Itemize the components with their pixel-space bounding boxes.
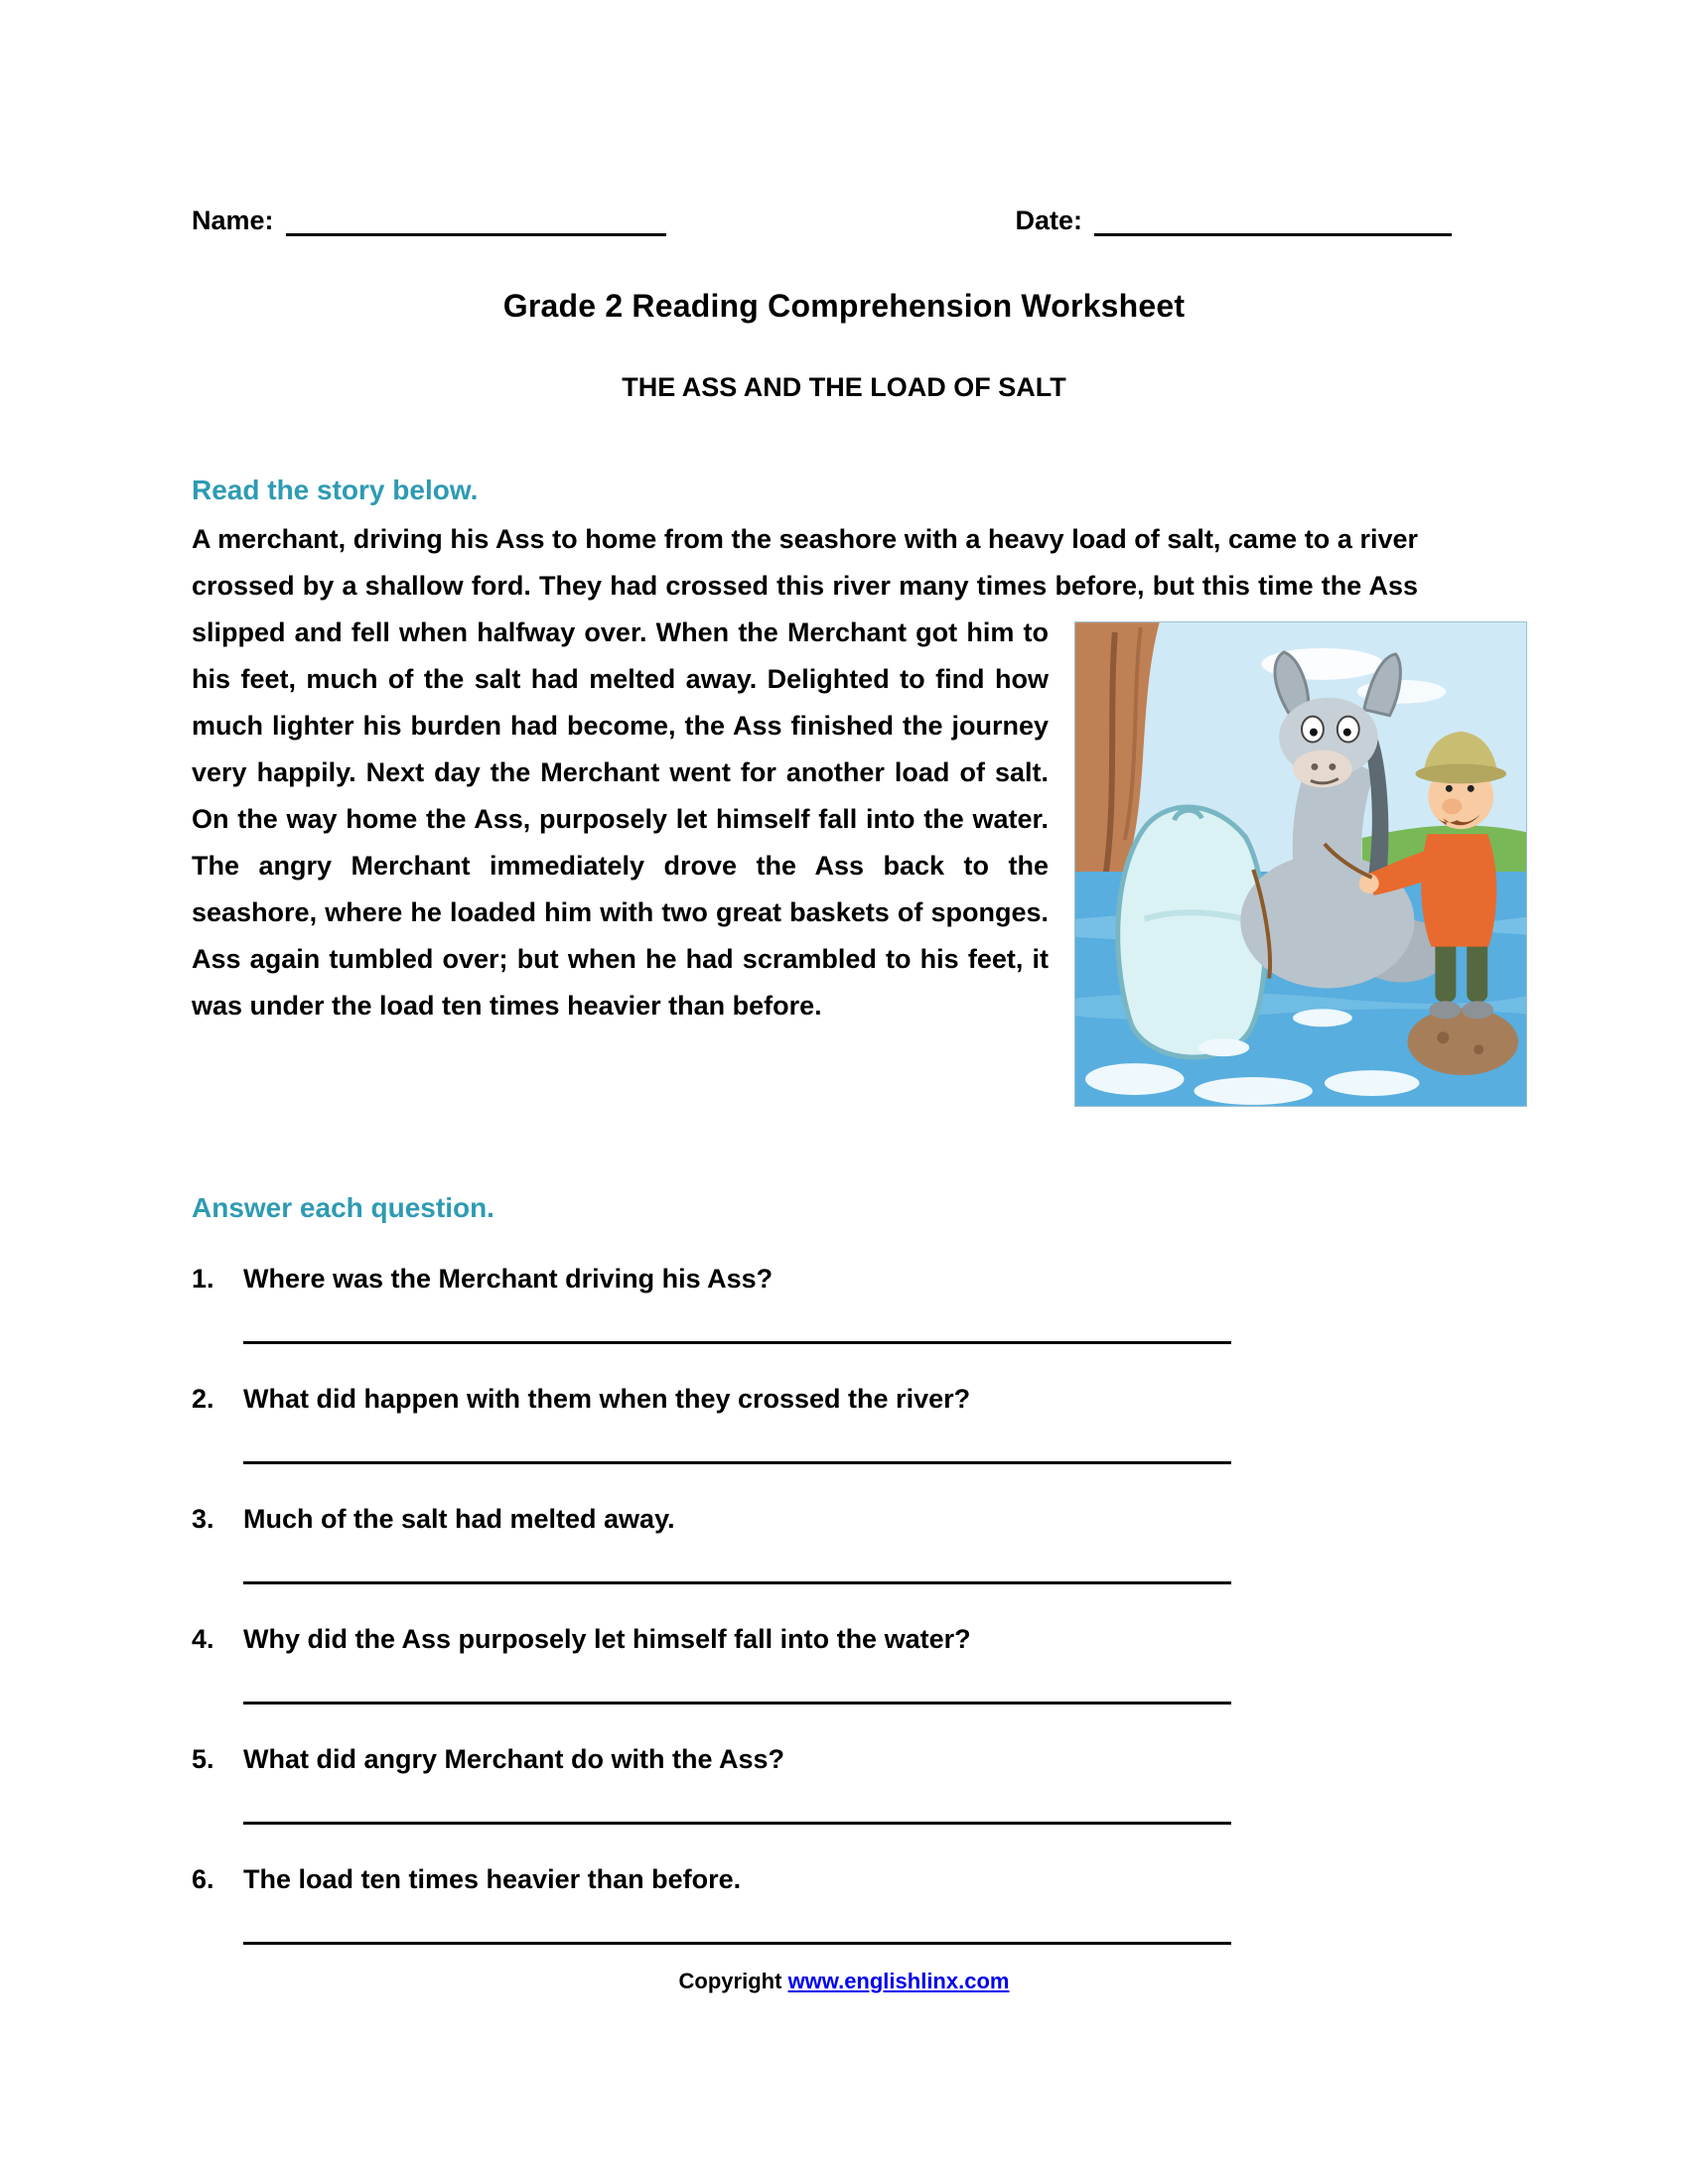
question-item — [192, 1740, 1418, 1778]
answer-line — [243, 1702, 1231, 1705]
question-item — [192, 1380, 1418, 1418]
story-illustration — [1074, 621, 1527, 1107]
question-item — [192, 1500, 1418, 1538]
copyright-link[interactable]: www.englishlinx.com — [787, 1969, 1010, 1993]
question-text: Where was the Merchant driving his Ass? — [243, 1264, 774, 1294]
question-item — [192, 1620, 1418, 1658]
story-body: When the Merchant got him to his feet, much of the salt had melted away. Delighted to find how much lighter his burden had become, the Ass finished the journey very happily. Next day the Merchant went for another load of salt. On the way home the Ass, purposely let himself fall into the water. The angry Merchant immediately drove the Ass back to the seashore, where he loaded him with two great baskets of sponges. Ass again tumbled over; but when he had scrambled to his feet, it was under the load ten times heavier than before. — [192, 617, 1049, 1021]
answer-line — [243, 1341, 1231, 1344]
question-text: What did happen with them when they crossed the river? — [243, 1384, 971, 1414]
question-text: What did angry Merchant do with the Ass? — [243, 1744, 785, 1774]
story-intro: A merchant, driving his Ass to home from the seashore with a heavy load of salt, came to a river crossed by a shallow ford. They had crossed this river many times before, but this time the Ass slipped and fell when halfway over. — [192, 524, 1418, 647]
question-item — [192, 1860, 1418, 1898]
story-heading: Read the story below. — [192, 475, 479, 505]
date-label: Date: — [1015, 205, 1082, 235]
question-text: Why did the Ass purposely let himself fall into the water? — [243, 1624, 971, 1654]
header-row — [192, 204, 1452, 236]
worksheet-subtitle: THE ASS AND THE LOAD OF SALT — [622, 372, 1066, 402]
question-number: 6. — [192, 1864, 214, 1894]
question-number: 5. — [192, 1744, 214, 1774]
question-number: 4. — [192, 1624, 214, 1654]
footer — [0, 1969, 1688, 1994]
answer-line — [243, 1581, 1231, 1584]
question-number: 3. — [192, 1504, 214, 1534]
date-blank-line — [1094, 204, 1452, 236]
question-text: Much of the salt had melted away. — [243, 1504, 675, 1534]
answer-line — [243, 1822, 1231, 1825]
page-title: Grade 2 Reading Comprehension Worksheet — [502, 288, 1186, 324]
questions-heading: Answer each question. — [192, 1192, 494, 1223]
story-text — [192, 516, 1418, 1121]
name-field — [192, 204, 666, 236]
question-item — [192, 1260, 1418, 1297]
date-field — [1015, 204, 1452, 236]
questions-list — [192, 1260, 1418, 1945]
question-number: 2. — [192, 1384, 214, 1414]
question-number: 1. — [192, 1264, 214, 1294]
question-text: The load ten times heavier than before. — [243, 1864, 742, 1894]
answer-line — [243, 1942, 1231, 1945]
footer-copyright-label: Copyright — [678, 1969, 782, 1993]
name-blank-line — [286, 204, 666, 236]
answer-line — [243, 1461, 1231, 1464]
name-label: Name: — [192, 205, 274, 235]
